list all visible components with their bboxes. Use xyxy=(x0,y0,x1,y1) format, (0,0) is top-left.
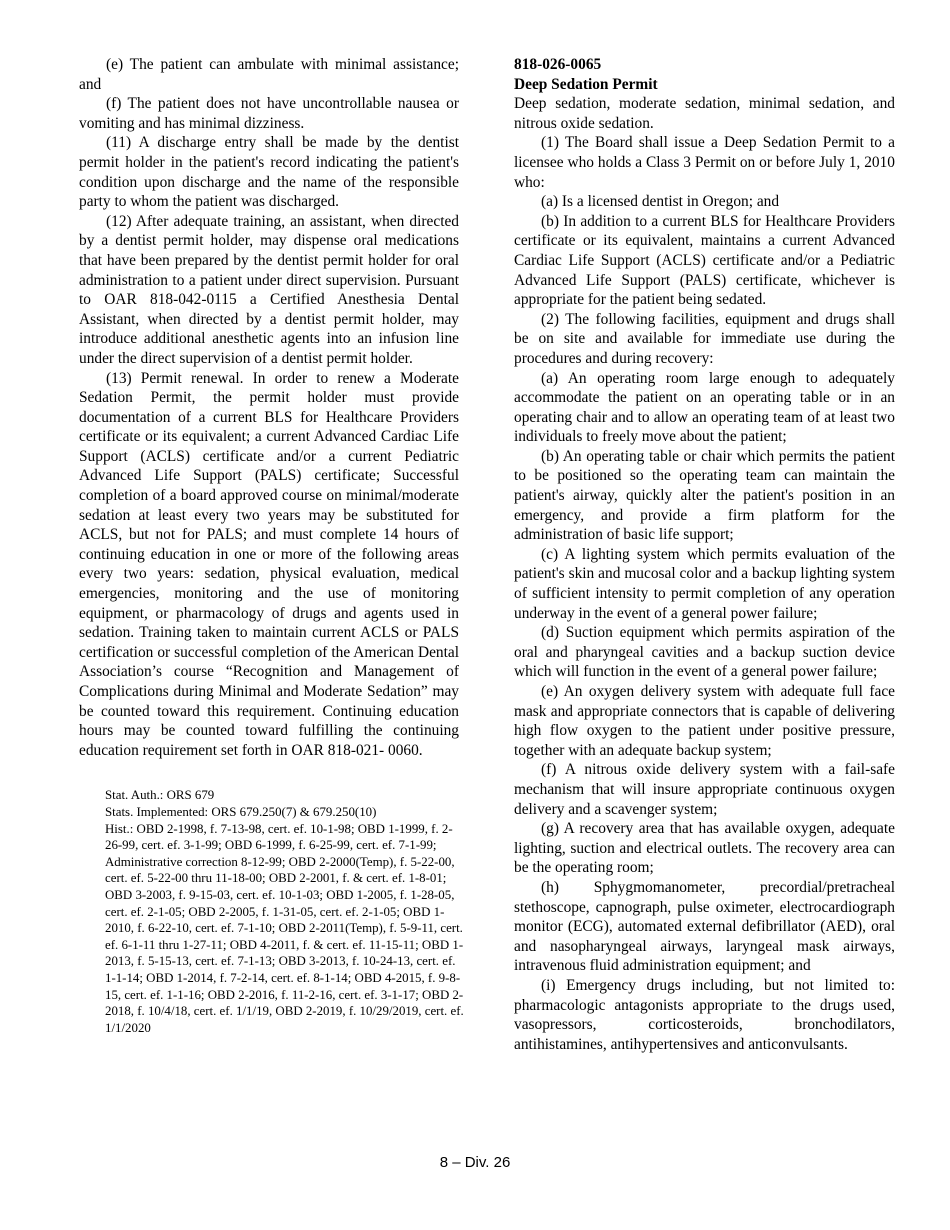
paragraph-10e: (e) The patient can ambulate with minimal assistance; and xyxy=(79,56,459,93)
paragraph-1a: (a) Is a licensed dentist in Oregon; and xyxy=(541,193,780,211)
left-column xyxy=(79,55,464,1036)
page-footer: 8 – Div. 26 xyxy=(439,1154,511,1171)
paragraph-2a: (a) An operating room large enough to adequately accommodate the patient on an operating table or in an operating chair and to allow an operating team of at least two individuals to freely move about the patient; xyxy=(514,369,895,446)
right-column xyxy=(514,55,895,1054)
paragraph-2f: (f) A nitrous oxide delivery system with a fail-safe mechanism that will insure appropriate continuous oxygen delivery and a scavenger system; xyxy=(514,761,895,818)
rule-number: 818-026-0065 xyxy=(514,56,602,73)
paragraph-1: (1) The Board shall issue a Deep Sedation Permit to a licensee who holds a Class 3 Permit on or before July 1, 2010 who: xyxy=(514,134,895,191)
statutory-history xyxy=(105,787,465,1036)
paragraph-2e: (e) An oxygen delivery system with adequate full face mask and appropriate connectors that is capable of delivering high flow oxygen to the patient under positive pressure, together with an adequate backup system; xyxy=(514,683,895,759)
paragraph-2b: (b) An operating table or chair which permits the patient to be positioned so the operating team can maintain the patient's airway, quickly alter the patient's position in an emergency, and provide a firm platform for the administration of basic life support; xyxy=(514,447,895,544)
paragraph-2: (2) The following facilities, equipment and drugs shall be on site and available for immediate use during the procedures and during recovery: xyxy=(514,310,895,367)
paragraph-2i: (i) Emergency drugs including, but not limited to: pharmacologic antagonists appropriate to the drugs used, vasopressors, corticosteroids, bronchodilators, antihistamines, antihypertensives and anticonvulsants. xyxy=(514,976,895,1053)
paragraph-2c: (c) A lighting system which permits evaluation of the patient's skin and mucosal color and a backup lighting system of sufficient intensity to permit completion of any operation underway in the event of a general power failure; xyxy=(514,545,895,622)
stat-auth: Stat. Auth.: ORS 679 xyxy=(105,788,215,803)
paragraph-11: (11) A discharge entry shall be made by the dentist permit holder in the patient's record indicating the patient's condition upon discharge and the name of the responsible party to whom the patient was discharged. xyxy=(79,134,459,211)
paragraph-12: (12) After adequate training, an assistant, when directed by a dentist permit holder, may dispense oral medications that have been prepared by the dentist permit holder for oral administration to a patient under direct supervision. Pursuant to OAR 818-042-0115 a Certified Anesthesia Dental Assistant, when directed by a dentist permit holder, may introduce additional anesthetic agents into an infusion line under the direct supervision of a dentist permit holder. xyxy=(79,212,459,367)
paragraph-2g: (g) A recovery area that has available oxygen, adequate lighting, suction and electrical outlets. The recovery area can be the operating room; xyxy=(514,820,895,877)
paragraph-13: (13) Permit renewal. In order to renew a Moderate Sedation Permit, the permit holder must provide documentation of a current BLS for Healthcare Providers certificate or its equivalent; a current Advanced Cardiac Life Support (ACLS) certificate and/or a current Pediatric Advanced Life Support (PALS) certificate; Successful completion of a board approved course on minimal/moderate sedation at least every two years may be substituted for ACLS, but not for PALS; and must complete 14 hours of continuing education in one or more of the following areas every two years: sedation, physical evaluation, medical emergencies, monitoring and the use of monitoring equipment, or pharmacology of drugs and agents used in sedation. Training taken to maintain current ACLS or PALS certification or successful completion of the American Dental Association’s course “Recognition and Management of Complications during Minimal and Moderate Sedation” may be counted toward this requirement. Continuing education hours may be counted toward fulfilling the continuing education requirement set forth in OAR 818-021- 0060. xyxy=(79,369,459,759)
paragraph-2h: (h) Sphygmomanometer, precordial/pretracheal stethoscope, capnograph, pulse oximeter, electrocardiograph monitor (ECG), automated external defibrillator (AED), oral and nasopharyngeal airways, laryngeal mask airways, intravenous fluid administration equipment; and xyxy=(514,878,895,975)
stats-implemented: Stats. Implemented: ORS 679.250(7) & 679.250(10) xyxy=(105,804,377,819)
paragraph-2d: (d) Suction equipment which permits aspiration of the oral and pharyngeal cavities and a backup suction device which will function in the event of a general power failure; xyxy=(514,624,895,681)
rule-title: Deep Sedation Permit xyxy=(514,75,658,93)
rule-intro: Deep sedation, moderate sedation, minimal sedation, and nitrous oxide sedation. xyxy=(514,95,895,132)
history: Hist.: OBD 2-1998, f. 7-13-98, cert. ef. 10-1-98; OBD 1-1999, f. 2-26-99, cert. ef. 3-1-99; OBD 6-1999, f. 6-25-99, cert. ef. 7-1-99; Administrative correction 8-12-99; OBD 2-2000(Temp), f. 5-22-00, cert. ef. 5-22-00 thru 11-18-00; OBD 2-2001, f. & cert. ef. 1-8-01; OBD 3-2003, f. 9-15-03, cert. ef. 10-1-03; OBD 1-2005, f. 1-28-05, cert. ef. 2-1-05; OBD 2-2005, f. 1-31-05, cert. ef. 2-1-05; OBD 1-2010, f. 6-22-10, cert. ef. 7-1-10; OBD 2-2011(Temp), f. 5-9-11, cert. ef. 6-1-11 thru 1-27-11; OBD 4-2011, f. & cert. ef. 11-15-11; OBD 1-2013, f. 5-15-13, cert. ef. 7-1-13; OBD 3-2013, f. 10-24-13, cert. ef. 1-1-14; OBD 1-2014, f. 7-2-14, cert. ef. 8-1-14; OBD 4-2015, f. 9-8-15, cert. ef. 1-1-16; OBD 2-2016, f. 11-2-16, cert. ef. 3-1-17; OBD 2-2018, f. 10/4/18, cert. ef. 1/1/19, OBD 2-2019, f. 10/29/2019, cert. ef. 1/1/2020 xyxy=(105,821,464,1035)
paragraph-10f: (f) The patient does not have uncontrollable nausea or vomiting and has minimal dizziness. xyxy=(79,95,459,132)
paragraph-1b: (b) In addition to a current BLS for Healthcare Providers certificate or its equivalent, maintains a current Advanced Cardiac Life Support (ACLS) certificate and/or a Pediatric Advanced Life Support (PALS) certificate, whichever is appropriate for the patient being sedated. xyxy=(514,212,895,309)
